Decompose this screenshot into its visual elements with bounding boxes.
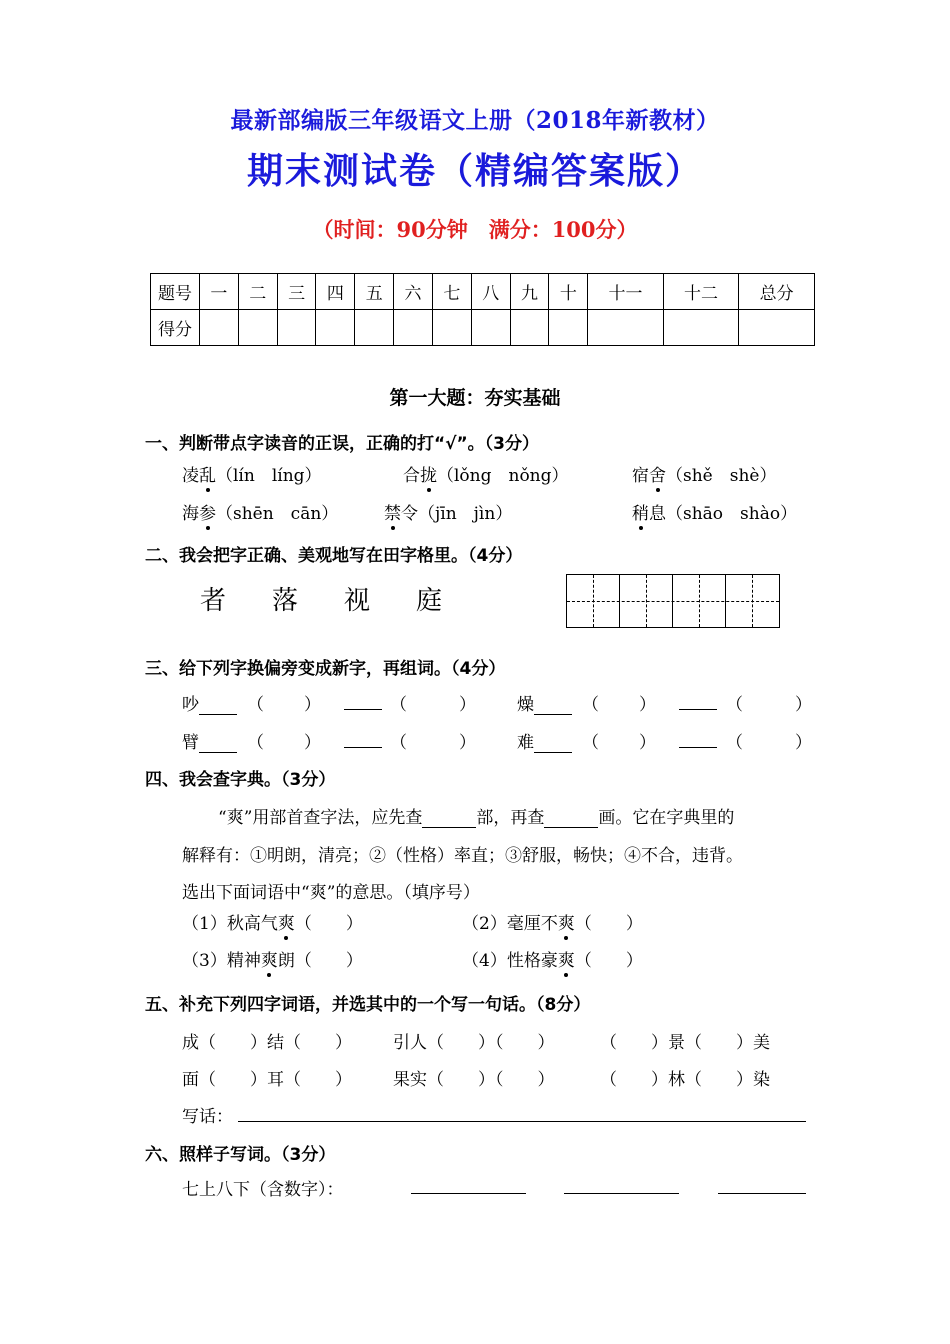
radical-blank[interactable] (344, 690, 382, 710)
answer-line[interactable] (718, 1193, 806, 1194)
score-input-cell[interactable] (238, 310, 277, 346)
dictionary-line[interactable]: “爽”用部首查字法，应先查 部，再查 画。它在字典里的 (218, 808, 735, 828)
pinyin-item[interactable]: 稍息（shāo shào） (632, 504, 798, 524)
radical-row[interactable]: （ ） (726, 695, 812, 715)
pinyin-item[interactable]: 合拢（lǒng nǒng） (403, 466, 569, 486)
table-cell: 四 (316, 274, 355, 310)
char-model: 者 (200, 586, 227, 616)
score-table-header-row (151, 274, 815, 310)
question-3-title: 三、给下列字换偏旁变成新字，再组词。（4分） (145, 659, 506, 679)
score-input-cell[interactable] (432, 310, 471, 346)
table-cell: 十二 (663, 274, 739, 310)
table-cell: 题号 (151, 274, 200, 310)
idiom-item[interactable]: 果实（ ）（ ） (393, 1070, 555, 1090)
idiom-item[interactable]: 引人（ ）（ ） (393, 1033, 555, 1053)
score-table-score-row (151, 310, 815, 346)
write-label: 写话： (182, 1107, 233, 1127)
table-cell: 二 (238, 274, 277, 310)
table-cell: 总分 (739, 274, 815, 310)
score-input-cell[interactable] (471, 310, 510, 346)
radical-row[interactable]: （ ） (390, 733, 476, 753)
question-4-title: 四、我会查字典。（3分） (145, 770, 336, 790)
score-input-cell[interactable] (663, 310, 739, 346)
radical-row[interactable]: 难 （ ） (517, 733, 656, 753)
score-input-cell[interactable] (739, 310, 815, 346)
pinyin-item[interactable]: 海参（shēn cān） (182, 504, 339, 524)
dictionary-meanings: 解释有：①明朗，清亮；②（性格）率直；③舒服，畅快；④不合，违背。 (182, 846, 743, 866)
radical-row[interactable]: 臂 （ ） (182, 733, 321, 753)
table-cell: 三 (277, 274, 316, 310)
header-subtitle: 最新部编版三年级语文上册（2018年新教材） (230, 107, 720, 134)
radical-blank[interactable] (679, 690, 717, 710)
radical-row[interactable]: 吵 （ ） (182, 695, 321, 715)
score-input-cell[interactable] (394, 310, 433, 346)
radical-row[interactable]: （ ） (390, 695, 476, 715)
answer-line[interactable] (411, 1193, 526, 1194)
question-2-title: 二、我会把字正确、美观地写在田字格里。（4分） (145, 546, 523, 566)
page-title: 期末测试卷（精编答案版） (246, 150, 703, 192)
char-model: 落 (272, 586, 299, 616)
score-table (150, 273, 815, 346)
radical-row[interactable]: （ ） (726, 733, 812, 753)
table-cell: 七 (432, 274, 471, 310)
char-model: 视 (344, 586, 371, 616)
table-cell: 一 (200, 274, 239, 310)
score-input-cell[interactable] (355, 310, 394, 346)
write-line[interactable] (238, 1121, 806, 1122)
pinyin-item[interactable]: 凌乱（lín líng） (182, 466, 322, 486)
tianzige-grid[interactable] (566, 574, 780, 628)
idiom-item[interactable]: （ ）景（ ）美 (600, 1033, 770, 1053)
radical-blank[interactable] (344, 728, 382, 748)
score-input-cell[interactable] (277, 310, 316, 346)
score-input-cell[interactable] (549, 310, 588, 346)
table-cell: 五 (355, 274, 394, 310)
table-cell: 得分 (151, 310, 200, 346)
pinyin-item[interactable]: 禁令（jīn jìn） (384, 504, 513, 524)
char-model: 庭 (416, 586, 443, 616)
score-input-cell[interactable] (316, 310, 355, 346)
table-cell: 六 (394, 274, 433, 310)
pinyin-item[interactable]: 宿舍（shě shè） (632, 466, 777, 486)
dictionary-instruction: 选出下面词语中“爽”的意思。（填序号） (182, 883, 480, 903)
idiom-item[interactable]: 面（ ）耳（ ） (182, 1070, 352, 1090)
idiom-item[interactable]: （ ）林（ ）染 (600, 1070, 770, 1090)
time-score-info: （时间：90分钟 满分：100分） (312, 217, 638, 242)
question-6-title: 六、照样子写词。（3分） (145, 1145, 336, 1165)
score-input-cell[interactable] (200, 310, 239, 346)
score-input-cell[interactable] (510, 310, 549, 346)
radical-blank[interactable] (679, 728, 717, 748)
section-title: 第一大题：夯实基础 (389, 387, 561, 409)
question-1-title: 一、判断带点字读音的正误，正确的打“√”。（3分） (145, 434, 540, 454)
meaning-item[interactable]: （3）精神爽朗（ ） (182, 951, 363, 971)
meaning-item[interactable]: （4）性格豪爽（ ） (462, 951, 643, 971)
meaning-item[interactable]: （2）毫厘不爽（ ） (462, 914, 643, 934)
score-input-cell[interactable] (588, 310, 664, 346)
meaning-item[interactable]: （1）秋高气爽（ ） (182, 914, 363, 934)
radical-row[interactable]: 燥 （ ） (517, 695, 656, 715)
answer-line[interactable] (564, 1193, 679, 1194)
example-label: 七上八下（含数字）： (182, 1180, 344, 1200)
table-cell: 十 (549, 274, 588, 310)
idiom-item[interactable]: 成（ ）结（ ） (182, 1033, 352, 1053)
table-cell: 九 (510, 274, 549, 310)
question-5-title: 五、补充下列四字词语，并选其中的一个写一句话。（8分） (145, 995, 591, 1015)
table-cell: 十一 (588, 274, 664, 310)
table-cell: 八 (471, 274, 510, 310)
